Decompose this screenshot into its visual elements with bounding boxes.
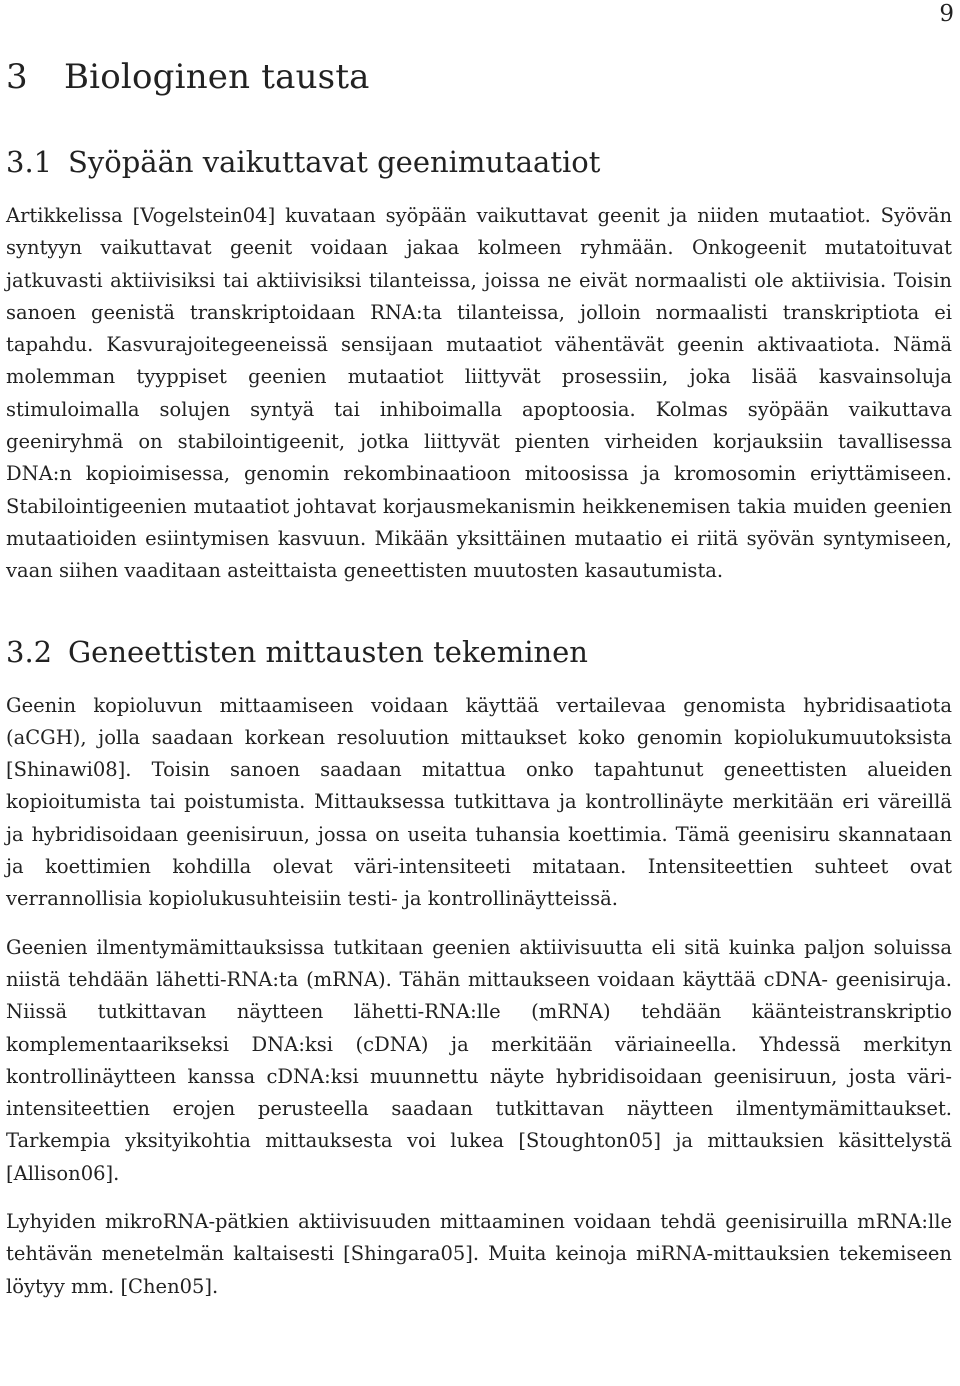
chapter-number: 3 — [6, 57, 28, 97]
paragraph: Lyhyiden mikroRNA-pätkien aktiivisuuden mittaaminen voidaan tehdä geenisiruilla mRNA:lle tehtävän menetelmän kaltaisesti [Shingara05]. Muita keinoja miRNA-mittauksien tekemiseen löytyy mm. [Chen05]. — [6, 1210, 952, 1298]
section-number: 3.2 — [6, 634, 53, 669]
paragraph: Geenin kopioluvun mittaamiseen voidaan käyttää vertailevaa genomista hybridisaatiota (aCGH), jolla saadaan korkean resoluution mittaukset koko genomin kopiolukumuutoksista [Shinawi08]. Toisin sanoen saadaan mitattua onko tapahtunut geneettisten alueiden kopioitumista tai poistumista. Mittauksessa tutkittava ja kontrollinäyte merkitään eri väreillä ja hybridisoidaan geenisiruun, jossa on useita tuhansia koettimia. Tämä geenisiru skannataan ja koettimien kohdilla olevat väri-intensiteeti mitataan. Intensiteettien suhteet ovat verrannollisia kopiolukusuhteisiin testi- ja kontrollinäytteissä. — [6, 693, 952, 911]
section-3-2 — [6, 632, 952, 1303]
section-title: Geneettisten mittausten tekeminen — [68, 634, 588, 669]
section-number: 3.1 — [6, 145, 53, 179]
section-heading — [6, 142, 952, 182]
section-3-1 — [6, 142, 952, 588]
chapter-title: Biologinen tausta — [64, 57, 370, 97]
paragraph: Geenien ilmentymämittauksissa tutkitaan geenien aktiivisuutta eli sitä kuinka paljon soluissa niistä tehdään lähetti-RNA:ta (mRNA). Tähän mittaukseen voidaan käyttää cDNA- geenisiruja. Niissä tutkittavan näytteen lähetti-RNA:lle (mRNA) tehdään käänteistranskriptio komplementaarikseksi DNA:ksi (cDNA) ja merkitään väriaineella. Yhdessä merkityn kontrollinäytteen kanssa cDNA:ksi muunnettu näyte hybridisoidaan geenisiruun, josta väri-intensiteettien erojen perusteella saadaan tutkittavan näytteen ilmentymämittaukset. Tarkempia yksityikohtia mittauksesta voi lukea [Stoughton05] ja mittauksien käsittelystä [Allison06]. — [6, 935, 952, 1185]
section-title: Syöpään vaikuttavat geenimutaatiot — [68, 145, 601, 179]
page-number: 9 — [939, 1, 954, 27]
chapter-heading — [6, 52, 952, 102]
section-heading — [6, 632, 952, 672]
document-body — [6, 52, 952, 1319]
paragraph: Artikkelissa [Vogelstein04] kuvataan syöpään vaikuttavat geenit ja niiden mutaatiot. Syövän syntyyn vaikuttavat geenit voidaan jakaa kolmeen ryhmään. Onkogeenit mutatoituvat jatkuvasti aktiivisiksi tai aktiivisiksi tilanteissa, joissa ne eivät normaalisti ole aktiivisia. Toisin sanoen geenistä transkriptoidaan RNA:ta tilanteissa, jolloin normaalisti transkriptiota ei tapahdu. Kasvurajoitegeeneissä sensijaan mutaatiot vähentävät geenin aktivaatiota. Nämä molemman tyyppiset geenien mutaatiot liittyvät prosessiin, joka lisää kasvainsoluja stimuloimalla solujen syntyä tai inhiboimalla apoptoosia. Kolmas syöpään vaikuttava geeniryhmä on stabilointigeenit, jotka liittyvät pienten virheiden korjauksiin tavallisessa DNA:n kopioimisessa, genomin rekombinaatioon mitoosissa ja kromosomin eriyttämiseen. Stabilointigeenien mutaatiot johtavat korjausmekanismin heikkenemisen takia muiden geenien mutaatioiden esiintymisen kasvuun. Mikään yksittäinen mutaatio ei riitä syövän syntymiseen, vaan siihen vaaditaan asteittaista geneettisten muutosten kasautumista. — [6, 204, 952, 583]
